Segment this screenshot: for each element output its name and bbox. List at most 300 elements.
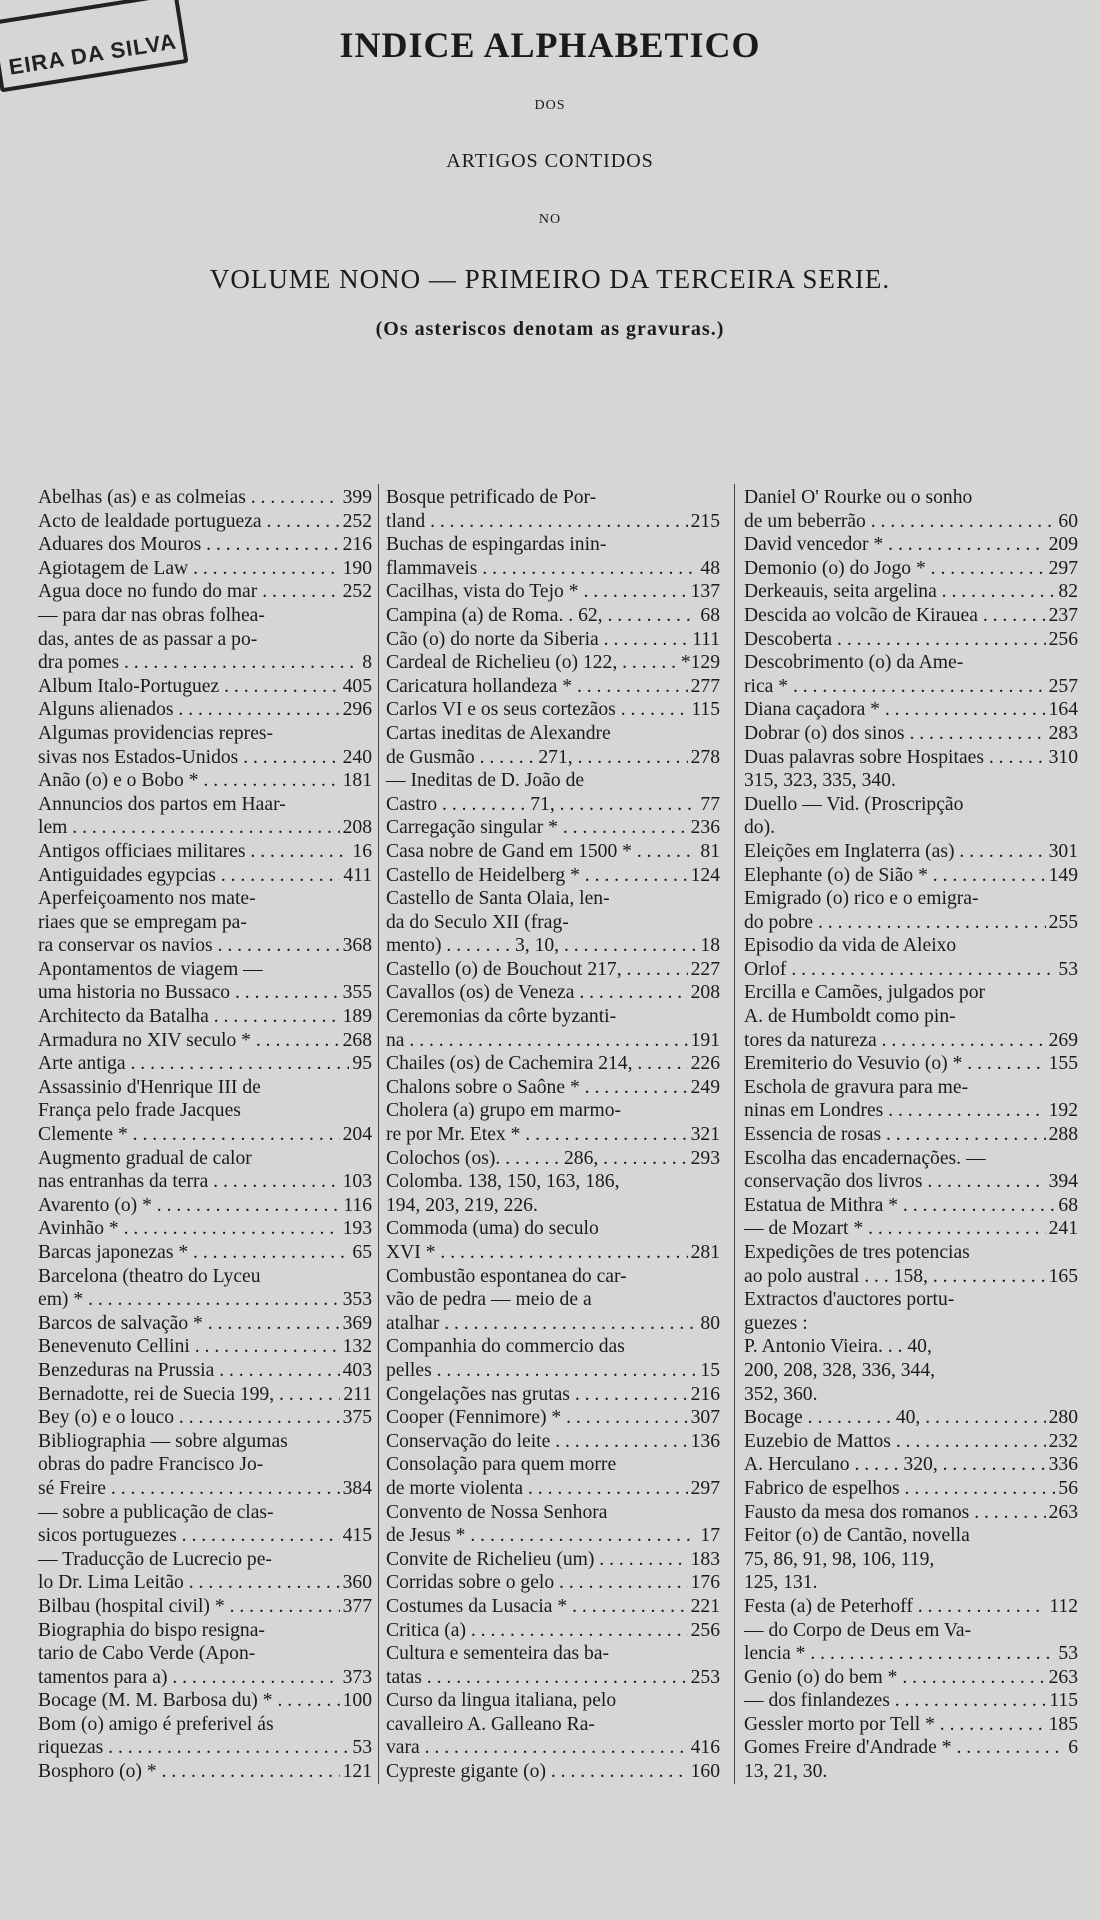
entry-title: Antiguidades egypcias . . . <box>38 864 340 888</box>
entry-page-number: 185 <box>1048 1713 1078 1735</box>
entry-title: Album Italo-Portuguez . . . <box>38 675 340 699</box>
entry-page-number: 256 <box>1048 628 1078 650</box>
index-entry <box>744 533 1078 557</box>
index-entry <box>386 1736 720 1760</box>
index-entry <box>38 1335 372 1359</box>
entry-page-number: 252 <box>342 510 372 532</box>
index-entry <box>38 1571 372 1595</box>
entry-title: Alguns alienados . . . <box>38 698 340 722</box>
index-entry <box>386 1571 720 1595</box>
entry-page-number: 241 <box>1048 1218 1078 1240</box>
entry-page-number: 68 <box>1058 1194 1078 1216</box>
entry-page-number: 82 <box>1058 581 1078 603</box>
index-column-2 <box>386 486 720 1784</box>
entry-page-number: 310 <box>1048 746 1078 768</box>
entry-title: Festa (a) de Peterhoff . . . <box>744 1595 1046 1619</box>
index-entry-line: Emigrado (o) rico e o emigra- <box>744 888 979 910</box>
index-entry-line: Duello — Vid. (Proscripção <box>744 793 964 815</box>
entry-page-number: 368 <box>342 935 372 957</box>
entry-title: flammaveis . . . <box>386 557 697 581</box>
index-entry <box>38 580 372 604</box>
index-entry-line: riaes que se empregam pa- <box>38 911 247 933</box>
index-entry <box>386 1147 720 1171</box>
entry-title: Duas palavras sobre Hospitaes . . . <box>744 746 1046 770</box>
index-entry <box>744 1406 1078 1430</box>
index-entry-line: Castello de Santa Olaia, len- <box>386 888 610 910</box>
index-entry <box>38 510 372 534</box>
index-entry <box>386 958 720 982</box>
index-entry-line: Descobrimento (o) da Ame- <box>744 652 964 674</box>
entry-page-number: 377 <box>342 1595 372 1617</box>
index-entry <box>386 1241 720 1265</box>
index-entry <box>386 604 720 628</box>
entry-page-number: 321 <box>690 1124 720 1146</box>
entry-title: em) * . . . <box>38 1288 340 1312</box>
entry-page-number: 124 <box>690 864 720 886</box>
entry-title: de Jesus * . . . <box>386 1524 697 1548</box>
index-entry <box>386 1666 720 1690</box>
index-entry <box>744 1099 1078 1123</box>
entry-title: Euzebio de Mattos . . . <box>744 1430 1046 1454</box>
entry-page-number: 353 <box>342 1289 372 1311</box>
index-entry-line: Curso da lingua italiana, pelo <box>386 1690 617 1712</box>
entry-page-number: 192 <box>1048 1100 1078 1122</box>
entry-title: Cavallos (os) de Veneza . . . <box>386 981 688 1005</box>
index-entry <box>744 1736 1078 1760</box>
entry-title: Cão (o) do norte da Siberia . . . <box>386 628 689 652</box>
entry-title: Fabrico de espelhos . . . <box>744 1477 1055 1501</box>
index-entry-line: 13, 21, 30. <box>744 1761 828 1783</box>
entry-page-number: 296 <box>342 699 372 721</box>
entry-title: Campina (a) de Roma. . 62, . . . <box>386 604 697 628</box>
index-entry <box>38 1288 372 1312</box>
entry-title: Avinhão * . . . <box>38 1217 340 1241</box>
entry-page-number: 95 <box>352 1053 372 1075</box>
entry-page-number: 240 <box>342 746 372 768</box>
index-entry <box>38 1689 372 1713</box>
entry-page-number: 116 <box>343 1194 372 1216</box>
entry-title: Carlos VI e os seus cortezãos . . . <box>386 698 688 722</box>
entry-title: Cypreste gigante (o) . . . <box>386 1760 688 1784</box>
entry-title: Architecto da Batalha . . . <box>38 1005 340 1029</box>
entry-page-number: 211 <box>343 1383 372 1405</box>
index-entry-line: tario de Cabo Verde (Apon- <box>38 1643 256 1665</box>
index-entry-line: 75, 86, 91, 98, 106, 119, <box>744 1548 935 1570</box>
index-entry-line: Annuncios dos partos em Haar- <box>38 793 286 815</box>
index-entry <box>386 746 720 770</box>
index-entry-line: — para dar nas obras folhea- <box>38 604 265 626</box>
entry-page-number: 8 <box>362 652 372 674</box>
entry-title: rica * . . . <box>744 675 1046 699</box>
index-entry-line: Combustão espontanea do car- <box>386 1265 627 1287</box>
entry-title: mento) . . . . . . . 3, 10, . . . <box>386 934 697 958</box>
index-entry <box>38 769 372 793</box>
index-entry-line: 352, 360. <box>744 1383 818 1405</box>
index-entry-line: Algumas providencias repres- <box>38 722 274 744</box>
entry-title: Diana caçadora * . . . <box>744 698 1046 722</box>
index-entry-line: Convento de Nossa Senhora <box>386 1501 608 1523</box>
index-entry-line: Feitor (o) de Cantão, novella <box>744 1525 970 1547</box>
index-entry <box>744 1689 1078 1713</box>
entry-page-number: 355 <box>342 982 372 1004</box>
entry-title: Castello (o) de Bouchout 217, . . . <box>386 958 688 982</box>
index-entry <box>744 1501 1078 1525</box>
entry-page-number: 121 <box>342 1761 372 1783</box>
index-entry <box>386 1619 720 1643</box>
index-entry <box>386 1383 720 1407</box>
entry-title: — de Mozart * . . . <box>744 1217 1046 1241</box>
index-entry <box>38 1477 372 1501</box>
index-entry <box>744 510 1078 534</box>
entry-page-number: 65 <box>352 1242 372 1263</box>
index-entry-line: cavalleiro A. Galleano Ra- <box>386 1713 595 1735</box>
entry-page-number: 6 <box>1068 1737 1078 1759</box>
entry-title: Abelhas (as) e as colmeias . . . <box>38 486 340 510</box>
index-column-1 <box>38 486 372 1784</box>
entry-title: Barcas japonezas * . . . <box>38 1241 349 1265</box>
entry-page-number: 136 <box>690 1430 720 1452</box>
entry-title: A. Herculano . . . . . 320, . . . <box>744 1453 1046 1477</box>
entry-page-number: 216 <box>690 1383 720 1405</box>
entry-page-number: 253 <box>690 1666 720 1688</box>
index-entry <box>38 1123 372 1147</box>
entry-title: Acto de lealdade portugueza . . . <box>38 510 340 534</box>
entry-page-number: 215 <box>690 510 720 532</box>
entry-page-number: 252 <box>342 581 372 603</box>
index-entry <box>38 1029 372 1053</box>
entry-page-number: 68 <box>700 604 720 626</box>
entry-title: riquezas . . . <box>38 1736 349 1760</box>
entry-page-number: 132 <box>342 1336 372 1358</box>
entry-title: Descida ao volcão de Kirauea . . . <box>744 604 1046 628</box>
entry-title: Cooper (Fennimore) * . . . <box>386 1406 688 1430</box>
entry-title: Cacilhas, vista do Tejo * . . . <box>386 580 688 604</box>
index-entry <box>744 1265 1078 1289</box>
index-entry <box>38 1170 372 1194</box>
entry-title: tatas . . . <box>386 1666 688 1690</box>
index-entry <box>38 981 372 1005</box>
entry-page-number: 226 <box>690 1053 720 1075</box>
index-entry-line: — do Corpo de Deus em Va- <box>744 1619 972 1641</box>
index-entry <box>744 958 1078 982</box>
index-entry <box>744 864 1078 888</box>
index-entry-line: 315, 323, 335, 340. <box>744 770 896 792</box>
index-entry <box>38 816 372 840</box>
index-entry <box>38 698 372 722</box>
index-entry-line: Bibliographia — sobre algumas <box>38 1430 288 1452</box>
entry-page-number: 103 <box>342 1171 372 1193</box>
entry-page-number: 17 <box>700 1525 720 1547</box>
entry-title: Castro . . . . . . . . . 71, . . . <box>386 793 697 817</box>
entry-title: ra conservar os navios . . . <box>38 934 340 958</box>
entry-title: conservação dos livros . . . <box>744 1170 1046 1194</box>
entry-title: lem . . . <box>38 816 340 840</box>
index-entry-line: — Ineditas de D. João de <box>386 770 585 792</box>
entry-page-number: 56 <box>1058 1477 1078 1499</box>
entry-title: Agiotagem de Law . . . <box>38 557 340 581</box>
index-entry-line: P. Antonio Vieira. . . 40, <box>744 1336 932 1358</box>
entry-page-number: 399 <box>342 487 372 508</box>
index-entry <box>386 698 720 722</box>
entry-page-number: 360 <box>342 1572 372 1594</box>
entry-title: uma historia no Bussaco . . . <box>38 981 340 1005</box>
entry-page-number: 237 <box>1048 604 1078 626</box>
entry-page-number: 77 <box>700 793 720 815</box>
index-entry <box>386 816 720 840</box>
entry-title: atalhar . . . <box>386 1312 697 1336</box>
entry-page-number: 60 <box>1058 510 1078 532</box>
entry-page-number: 16 <box>352 840 372 862</box>
index-entry-line: A. de Humboldt como pin- <box>744 1006 956 1028</box>
index-entry <box>744 604 1078 628</box>
index-entry <box>386 1312 720 1336</box>
index-entry-line: da do Seculo XII (frag- <box>386 911 569 933</box>
entry-page-number: 81 <box>700 840 720 862</box>
index-entry <box>38 486 372 510</box>
subtitle-artigos: ARTIGOS CONTIDOS <box>446 150 654 172</box>
asterisk-note: (Os asteriscos denotam as gravuras.) <box>375 318 725 340</box>
index-entry <box>744 1052 1078 1076</box>
index-entry <box>744 557 1078 581</box>
entry-page-number: 281 <box>690 1242 720 1263</box>
entry-title: de um beberrão . . . <box>744 510 1055 534</box>
index-entry-line: Consolação para quem morre <box>386 1454 617 1476</box>
index-entry <box>744 698 1078 722</box>
index-entry <box>386 1359 720 1383</box>
entry-title: Estatua de Mithra * . . . <box>744 1194 1055 1218</box>
entry-title: Castello de Heidelberg * . . . <box>386 864 688 888</box>
entry-title: — dos finlandezes . . . <box>744 1689 1046 1713</box>
index-entry <box>744 628 1078 652</box>
index-entry-line: 200, 208, 328, 336, 344, <box>744 1359 936 1381</box>
index-entry <box>386 628 720 652</box>
entry-title: Caricatura hollandeza * . . . <box>386 675 688 699</box>
index-entry-line: França pelo frade Jacques <box>38 1100 241 1122</box>
entry-title: do pobre . . . <box>744 911 1046 935</box>
index-entry <box>744 580 1078 604</box>
entry-page-number: 416 <box>690 1737 720 1759</box>
index-entry-line: — Traducção de Lucrecio pe- <box>38 1548 272 1570</box>
entry-title: Benzeduras na Prussia . . . <box>38 1359 340 1383</box>
entry-page-number: 193 <box>342 1218 372 1240</box>
index-entry <box>744 722 1078 746</box>
index-entry-line: 125, 131. <box>744 1572 818 1594</box>
index-entry <box>744 1029 1078 1053</box>
index-entry <box>386 981 720 1005</box>
entry-title: Critica (a) . . . <box>386 1619 688 1643</box>
index-entry-line: Assassinio d'Henrique III de <box>38 1076 261 1098</box>
entry-page-number: 236 <box>690 817 720 839</box>
entry-page-number: 160 <box>690 1761 720 1783</box>
index-entry <box>38 864 372 888</box>
entry-page-number: 278 <box>690 746 720 768</box>
entry-title: Chalons sobre o Saône * . . . <box>386 1076 688 1100</box>
entry-page-number: 53 <box>1058 1643 1078 1665</box>
entry-title: lo Dr. Lima Leitão . . . <box>38 1571 340 1595</box>
entry-title: Congelações nas grutas . . . <box>386 1383 688 1407</box>
entry-page-number: 18 <box>700 935 720 957</box>
entry-page-number: 53 <box>1058 958 1078 980</box>
index-entry <box>38 1524 372 1548</box>
entry-page-number: 269 <box>1048 1029 1078 1051</box>
index-entry-line: Expedições de tres potencias <box>744 1242 970 1263</box>
index-entry <box>38 1666 372 1690</box>
entry-title: Antigos officiaes militares . . . <box>38 840 349 864</box>
index-entry <box>744 746 1078 770</box>
entry-page-number: 415 <box>342 1525 372 1547</box>
entry-page-number: 164 <box>1048 699 1078 721</box>
index-entry <box>744 1453 1078 1477</box>
entry-title: tamentos para a) . . . <box>38 1666 340 1690</box>
index-entry-line: guezes : <box>744 1312 808 1334</box>
index-entry-line: Colomba. 138, 150, 163, 186, <box>386 1171 620 1193</box>
entry-title: Genio (o) do bem * . . . <box>744 1666 1046 1690</box>
entry-title: Dobrar (o) dos sinos . . . <box>744 722 1046 746</box>
index-entry <box>38 746 372 770</box>
entry-title: Barcos de salvação * . . . <box>38 1312 340 1336</box>
subtitle-dos: DOS <box>534 98 566 113</box>
entry-page-number: 288 <box>1048 1124 1078 1146</box>
index-entry <box>386 840 720 864</box>
index-entry <box>386 510 720 534</box>
entry-page-number: 53 <box>352 1737 372 1759</box>
index-entry <box>38 1760 372 1784</box>
entry-title: Chailes (os) de Cachemira 214, . . . <box>386 1052 688 1076</box>
index-entry-line: Bosque petrificado de Por- <box>386 487 597 508</box>
index-entry-line: Commoda (uma) do seculo <box>386 1218 599 1240</box>
index-entry <box>38 1241 372 1265</box>
entry-page-number: 221 <box>690 1595 720 1617</box>
index-entry <box>744 1123 1078 1147</box>
index-entry <box>744 840 1078 864</box>
entry-title: Corridas sobre o gelo . . . <box>386 1571 688 1595</box>
index-entry-line: Escolha das encadernações. — <box>744 1147 986 1169</box>
entry-page-number: 191 <box>690 1029 720 1051</box>
entry-page-number: 249 <box>690 1076 720 1098</box>
index-entry-line: Cultura e sementeira das ba- <box>386 1643 610 1665</box>
entry-title: Costumes da Lusacia * . . . <box>386 1595 688 1619</box>
index-entry <box>38 1359 372 1383</box>
entry-title: Bocage . . . . . . . . . 40, . . . <box>744 1406 1046 1430</box>
index-entry-line: Buchas de espingardas inin- <box>386 534 607 556</box>
entry-page-number: 263 <box>1048 1666 1078 1688</box>
entry-page-number: 48 <box>700 557 720 579</box>
index-entry <box>386 1430 720 1454</box>
index-entry-line: Augmento gradual de calor <box>38 1147 252 1169</box>
entry-page-number: 384 <box>342 1477 372 1499</box>
entry-page-number: 277 <box>690 675 720 697</box>
entry-page-number: 256 <box>690 1619 720 1641</box>
entry-title: tland . . . <box>386 510 688 534</box>
index-entry <box>386 1595 720 1619</box>
index-entry <box>744 1642 1078 1666</box>
entry-page-number: 336 <box>1048 1454 1078 1476</box>
index-entry <box>386 580 720 604</box>
entry-title: pelles . . . <box>386 1359 697 1383</box>
entry-title: Bey (o) e o louco . . . <box>38 1406 340 1430</box>
index-entry <box>386 1123 720 1147</box>
entry-page-number: 111 <box>692 628 720 650</box>
index-entry <box>386 1029 720 1053</box>
entry-title: lencia * . . . <box>744 1642 1055 1666</box>
index-entry-line: Episodio da vida de Aleixo <box>744 935 957 957</box>
entry-title: re por Mr. Etex * . . . <box>386 1123 688 1147</box>
index-entry <box>744 1595 1078 1619</box>
entry-title: Eremiterio do Vesuvio (o) * . . . <box>744 1052 1046 1076</box>
index-entry <box>38 1052 372 1076</box>
index-entry <box>744 1170 1078 1194</box>
index-entry <box>386 675 720 699</box>
index-entry-line: Cartas ineditas de Alexandre <box>386 722 611 744</box>
entry-page-number: 115 <box>1049 1690 1078 1712</box>
index-entry <box>386 1076 720 1100</box>
index-entry-line: do). <box>744 817 776 839</box>
index-entry-line: Extractos d'auctores portu- <box>744 1289 955 1311</box>
entry-page-number: 257 <box>1048 675 1078 697</box>
index-entry <box>744 1430 1078 1454</box>
entry-title: Arte antiga . . . <box>38 1052 349 1076</box>
entry-title: tores da natureza . . . <box>744 1029 1046 1053</box>
index-entry <box>744 1217 1078 1241</box>
index-entry <box>744 1477 1078 1501</box>
entry-title: Anão (o) e o Bobo * . . . <box>38 769 340 793</box>
entry-page-number: *129 <box>680 652 720 674</box>
index-column-3 <box>744 486 1078 1784</box>
entry-page-number: 112 <box>1049 1595 1078 1617</box>
index-entry-line: 194, 203, 219, 226. <box>386 1194 538 1216</box>
entry-title: sivas nos Estados-Unidos . . . <box>38 746 340 770</box>
index-entry-line: Companhia do commercio das <box>386 1336 625 1358</box>
entry-page-number: 149 <box>1048 864 1078 886</box>
entry-page-number: 15 <box>700 1359 720 1381</box>
index-entry <box>744 675 1078 699</box>
index-entry-line: Biographia do bispo resigna- <box>38 1619 265 1641</box>
entry-title: Clemente * . . . <box>38 1123 340 1147</box>
entry-page-number: 280 <box>1048 1407 1078 1429</box>
entry-page-number: 115 <box>691 699 720 721</box>
entry-page-number: 293 <box>690 1147 720 1169</box>
entry-page-number: 208 <box>690 982 720 1004</box>
index-entry-line: Daniel O' Rourke ou o sonho <box>744 487 973 508</box>
index-entry <box>38 1217 372 1241</box>
subtitle-no: NO <box>538 212 562 227</box>
entry-title: Colochos (os). . . . . . . 286, . . . <box>386 1147 688 1171</box>
entry-page-number: 181 <box>342 770 372 792</box>
index-entry <box>386 934 720 958</box>
entry-title: sé Freire . . . <box>38 1477 340 1501</box>
entry-page-number: 373 <box>342 1666 372 1688</box>
entry-title: Elephante (o) de Sião * . . . <box>744 864 1046 888</box>
entry-title: Eleições em Inglaterra (as) . . . <box>744 840 1046 864</box>
entry-title: Cardeal de Richelieu (o) 122, . . . <box>386 651 678 675</box>
entry-page-number: 268 <box>342 1029 372 1051</box>
entry-page-number: 255 <box>1048 911 1078 933</box>
index-entry <box>38 1312 372 1336</box>
entry-page-number: 232 <box>1048 1430 1078 1452</box>
library-stamp: EIRA DA SILVA <box>0 0 188 92</box>
index-entry-line: Cholera (a) grupo em marmo- <box>386 1100 622 1122</box>
index-entry <box>386 1406 720 1430</box>
entry-title: Bocage (M. M. Barbosa du) * . . . <box>38 1689 340 1713</box>
entry-title: Convite de Richelieu (um) . . . <box>386 1548 688 1572</box>
index-entry <box>744 1194 1078 1218</box>
entry-title: David vencedor * . . . <box>744 533 1046 557</box>
entry-page-number: 394 <box>1048 1171 1078 1193</box>
entry-page-number: 297 <box>690 1477 720 1499</box>
entry-page-number: 263 <box>1048 1501 1078 1523</box>
index-entry-line: Aperfeiçoamento nos mate- <box>38 888 256 910</box>
index-entry <box>386 1760 720 1784</box>
